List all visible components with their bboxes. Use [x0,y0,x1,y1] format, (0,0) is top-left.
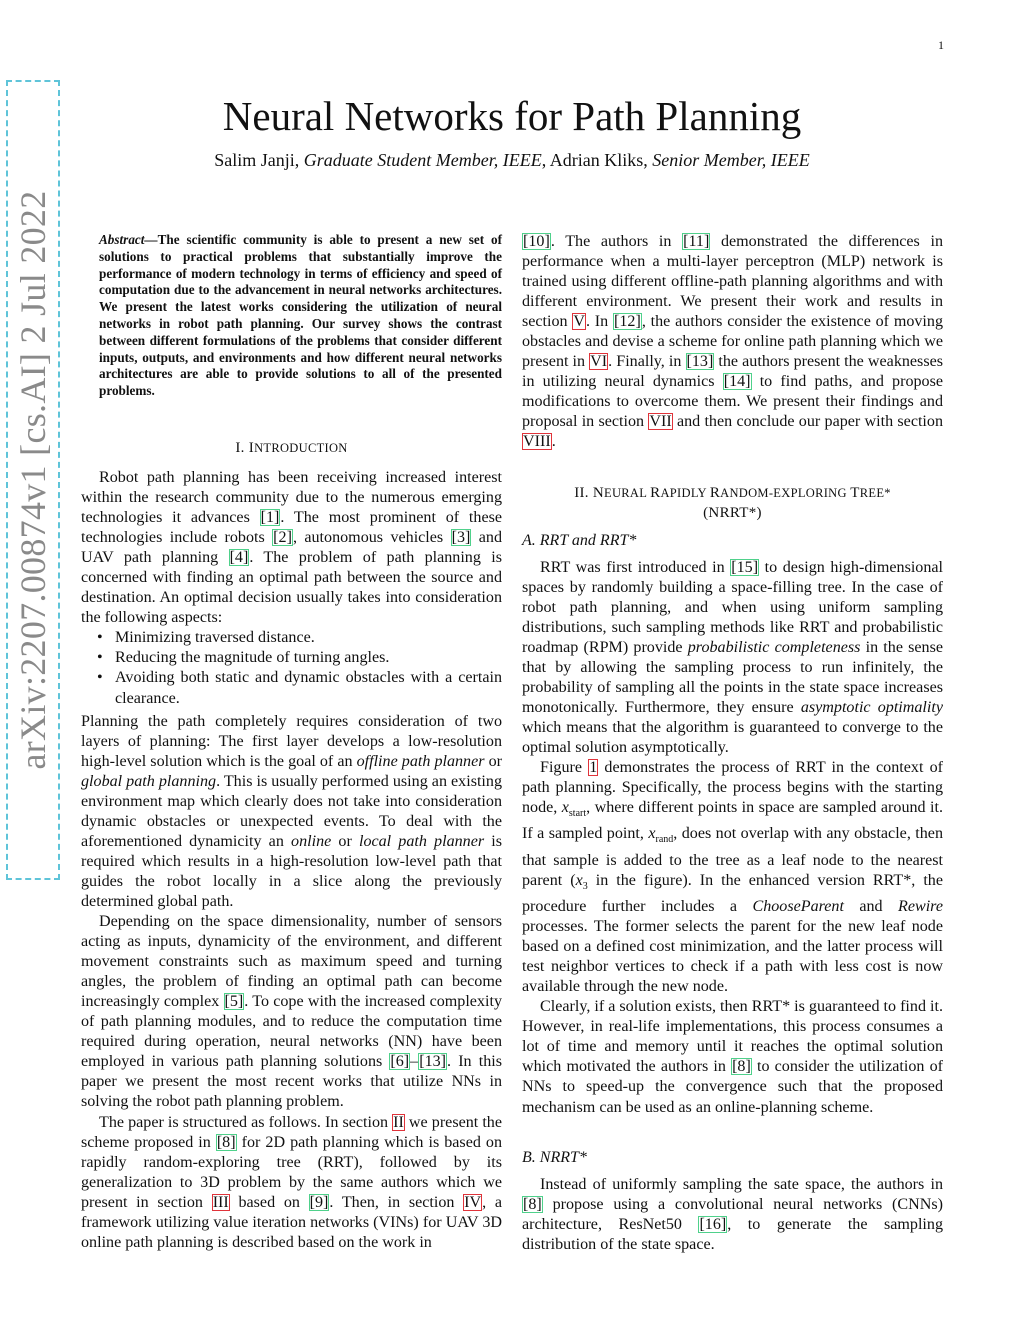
citation-link[interactable]: [13] [419,1053,447,1071]
right-column [522,232,943,1255]
section-link[interactable]: III [212,1193,229,1211]
author-1: Salim Janji, [214,150,300,170]
paper-title: Neural Networks for Path Planning [222,93,802,139]
section-link[interactable]: II [393,1113,404,1131]
list-item: • Minimizing traversed distance. [115,628,502,648]
intro-continuation: [10]. The authors in [11] demonstrated the differences in performance when a multi-layer perceptron (MLP) network is trained using different offline-path planning algorithms and with different environment. We present their work and results in section V. In [12], the authors consider the existence of moving obstacles and devise a scheme for online path planning which we present in VI. Finally, in [13] the authors present the weaknesses in utilizing neural dynamics [14] to find paths, and propose modifications to overcome them. We present their findings and proposal in section VII and then conclude our paper with section VIII. [522,233,943,451]
arxiv-stamp: arXiv:2207.00874v1 [cs.AI] 2 Jul 2022 [6,80,60,880]
section-heading-introduction: I. INTRODUCTION [235,439,348,456]
left-column [81,232,502,1253]
intro-paragraph-3: Depending on the space dimensionality, number of sensors acting as inputs, dynamicity of the environment, and different movement constraints such as maximum speed and turning angles, the problem of finding an optimal path can become increasingly complex [5]. To cope with the increased complexity of path planning modules, and to reduce the computation time required during operation, neural networks (NN) have been employed in various path planning solutions [6]–[13]. In this paper we present the most recent works that utilize NNs in solving the robot path planning problem. [81,913,503,1111]
citation-link[interactable]: [14] [723,373,751,391]
abstract-text: The scientific community is able to present a new set of solutions to practical problems that substantially improve the performance of modern technology in terms of efficiency and speed of computation due to the advancement in neural networks architectures. We present the latest works considering the utilization of neural networks in robot path planning. Our survey shows the contrast between different formulations of the problems that consider different inputs, outputs, and environments and how different neural networks architectures are able to provide solutions to all of the presented problems. [99,232,502,399]
citation-link[interactable]: [2] [273,529,292,547]
page-number: 1 [938,38,944,52]
abstract [99,232,502,400]
section-link[interactable]: V [573,313,585,331]
citation-link[interactable]: [12] [614,313,641,331]
nrrt-paragraph-1: Instead of uniformly sampling the sate space, the authors in [8] propose using a convolutional neural networks (CNNs) architecture, ResNet50 [16], to generate the sampling distribution of the state space. [522,1175,943,1253]
citation-link[interactable]: [8] [523,1195,542,1213]
citation-link[interactable]: [3] [451,529,471,547]
citation-link[interactable]: [9] [309,1193,329,1211]
list-item: • Reducing the magnitude of turning angles. [115,648,502,668]
rrt-paragraph-3: Clearly, if a solution exists, then RRT* is guaranteed to find it. However, in real-life implementations, this process consumes a lot of time and memory until it reaches the optimal solution which motivated the authors in [8] to consider the utilization of NNs to speed-up the convergence such that the proposed mechanism can be used as an online-planning scheme. [522,998,943,1116]
citation-link[interactable]: [1] [260,509,280,527]
aspects-list [81,628,502,708]
section-link[interactable]: VIII [523,433,551,451]
author-1-role: Graduate Student Member, IEEE [303,150,542,170]
author-2: , Adrian Kliks, [541,150,648,170]
list-item: • Avoiding both static and dynamic obstacles with a certain clearance. [115,668,502,708]
section-link[interactable]: IV [464,1193,482,1211]
citation-link[interactable]: [5] [224,993,244,1011]
citation-link[interactable]: [6] [390,1053,410,1071]
subsection-heading-nrrt: B. NRRT* [522,1148,587,1166]
rrt-paragraph-1: RRT was first introduced in [15] to design high-dimensional spaces by randomly building a space-filling tree. In the case of robot path planning, and when using uniform sampling distributions, such sampling methods like RRT and probabilistic roadmap (RPM) provide probabilistic completeness in the sense that by allowing the sampling process to run infinitely, the probability of sampling all the points in the state space increases monotonically. Furthermore, they ensure asymptotic optimality which means that the algorithm is guaranteed to converge to the optimal solution asymptotically. [522,558,944,757]
abstract-label: Abstract— [99,232,158,247]
intro-paragraph-2: Planning the path completely requires consideration of two layers of planning: The first layer develops a low-resolution high-level solution which is the goal of an offline path planner or global path planning. This is usually performed using an existing environment map which clearly does not take into consideration dynamic obstacles or unexpected events. To deal with the aforementioned dynamicity an online or local path planner is required which results in a high-resolution low-level path that guides the robot locally in a slice along the previously determined global path. [81,712,503,910]
section-heading-nrrt-line2: (NRRT*) [703,504,762,521]
figure-link[interactable]: 1 [589,759,598,777]
citation-link[interactable]: [15] [731,558,759,576]
author-line [0,150,1024,171]
rrt-paragraph-2: Figure 1 demonstrates the process of RRT in the context of path planning. Specifically, the process begins with the starting node, $x_{start}$, where different points in space are sampled around it. If a sampled point, $x_{rand}$, does not overlap with any obstacle, then that sample is added to the tree as a leaf node to the nearest parent ($x_3$ in the figure). In the enhanced version RRT*, the procedure further includes a ChooseParent and Rewire processes. The former selects the parent for the new leaf node based on a defined cost minimization, and the latter process will test neighbor vertices to check if a path with less cost is now available through the new node. [522,759,943,996]
section-link[interactable]: VII [649,413,672,431]
citation-link[interactable]: [11] [683,233,710,250]
section-link[interactable]: VI [590,353,608,371]
intro-paragraph-4: The paper is structured as follows. In section II we present the scheme proposed in [8] for 2D path planning which is based on rapidly random-exploring tree (RRT), followed by its generalization to 3D problem by the same authors which we present in section III based on [9]. Then, in section IV, a framework utilizing value iteration networks (VINs) for UAV 3D online path planning is described based on the work in [81,1113,502,1251]
citation-link[interactable]: [10] [523,233,550,250]
citation-link[interactable]: [13] [686,353,714,371]
subsection-heading-rrt: A. RRT and RRT* [522,531,637,549]
section-heading-nrrt: II. NEURAL RAPIDLY RANDOM-EXPLORING TREE* [574,484,891,501]
author-2-role: Senior Member, IEEE [652,150,810,170]
citation-link[interactable]: [16] [699,1215,727,1233]
citation-link[interactable]: [8] [732,1058,751,1076]
citation-link[interactable]: [8] [216,1133,236,1151]
intro-paragraph-1: Robot path planning has been receiving increased interest within the research community due to the numerous emerging technologies it advances [1]. The most prominent of these technologies include robots [2], autonomous vehicles [3] and UAV path planning [4]. The problem of path planning is concerned with finding an optimal path between the source and destination. An optimal decision usually takes into consideration the following aspects: [81,469,503,627]
citation-link[interactable]: [4] [229,549,249,567]
